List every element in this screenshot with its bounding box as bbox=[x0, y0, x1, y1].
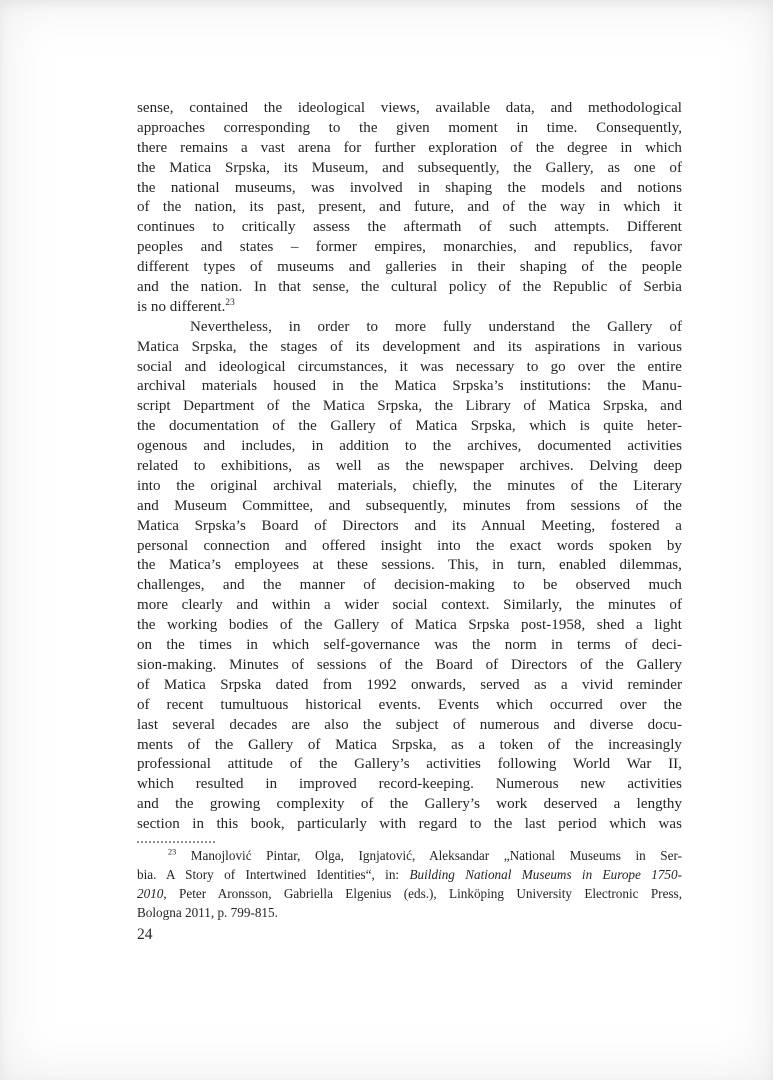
text-line: Nevertheless, in order to more fully understand the Gallery of bbox=[190, 318, 682, 335]
text-line: script Department of the Matica Srpska, the Library of Matica Srpska, and bbox=[137, 398, 682, 415]
footnote-23 bbox=[137, 847, 682, 923]
text-line: social and ideological circumstances, it was necessary to go over the entire bbox=[137, 358, 682, 375]
text-line: sense, contained the ideological views, available data, and methodological bbox=[137, 100, 682, 116]
text-line: $^{23}$ Manojlović Pintar, Olga, Ignjatović, Aleksandar „National Museums in Ser- bbox=[168, 847, 682, 863]
text-line: different types of museums and galleries in their shaping of the people bbox=[137, 259, 682, 276]
body-text bbox=[137, 99, 682, 835]
text-line: there remains a vast arena for further exploration of the degree in which bbox=[137, 139, 682, 156]
text-line: of Matica Srpska dated from 1992 onwards, served as a vivid reminder bbox=[137, 676, 682, 693]
text-line: last several decades are also the subject of numerous and diverse docu- bbox=[137, 716, 682, 733]
text-line: sion-making. Minutes of sessions of the Board of Directors of the Gallery bbox=[137, 656, 682, 673]
text-line: peoples and states – former empires, monarchies, and republics, favor bbox=[137, 239, 682, 256]
text-line: ogenous and includes, in addition to the archives, documented activities bbox=[137, 438, 682, 455]
text-line: more clearly and within a wider social context. Similarly, the minutes of bbox=[137, 597, 682, 614]
text-line: and the nation. In that sense, the cultural policy of the Republic of Serbia bbox=[137, 279, 682, 296]
text-line: the Matica Srpska, its Museum, and subsequently, the Gallery, as one of bbox=[137, 159, 682, 176]
text-line: into the original archival materials, chiefly, the minutes of the Literary bbox=[137, 477, 682, 494]
text-line: which resulted in improved record-keeping. Numerous new activities bbox=[137, 776, 682, 793]
paragraph-nevertheless bbox=[137, 318, 682, 835]
text-line: the documentation of the Gallery of Matica Srpska, which is quite heter- bbox=[137, 418, 682, 435]
text-line: ments of the Gallery of Matica Srpska, as a token of the increasingly bbox=[137, 736, 682, 753]
text-line: challenges, and the manner of decision-making to be observed much bbox=[137, 577, 682, 594]
text-line: the national museums, was involved in shaping the models and notions bbox=[137, 179, 682, 196]
text-line: of recent tumultuous historical events. Events which occurred over the bbox=[137, 696, 682, 713]
text-line: continues to critically assess the aftermath of such attempts. Different bbox=[137, 219, 682, 236]
page-number: 24 bbox=[137, 926, 153, 943]
text-line: related to exhibitions, as well as the newspaper archives. Delving deep bbox=[137, 458, 682, 475]
text-line: Matica Srpska, the stages of its development and its aspirations in various bbox=[137, 338, 682, 355]
text-line: professional attitude of the Gallery’s activities following World War II, bbox=[137, 756, 682, 773]
text-line: Bologna 2011, p. 799-815. bbox=[137, 904, 278, 920]
text-line: 2010, Peter Aronsson, Gabriella Elgenius (eds.), Linköping University Electronic Press, bbox=[137, 885, 682, 901]
text-line: of the nation, its past, present, and future, and of the way in which it bbox=[137, 199, 682, 216]
text-line: and Museum Committee, and subsequently, minutes from sessions of the bbox=[137, 497, 682, 514]
footnote-separator bbox=[137, 841, 215, 843]
text-line: personal connection and offered insight into the exact words spoken by bbox=[137, 537, 682, 554]
text-line: and the growing complexity of the Gallery’s work deserved a lengthy bbox=[137, 796, 682, 813]
text-line: the working bodies of the Gallery of Matica Srpska post-1958, shed a light bbox=[137, 617, 682, 634]
paragraph-continuation bbox=[137, 99, 682, 318]
text-line: is no different.$^{23}$ bbox=[137, 297, 235, 315]
text-line: Matica Srpska’s Board of Directors and its Annual Meeting, fostered a bbox=[137, 517, 682, 534]
text-line: bia. A Story of Intertwined Identities“, in: Building National Museums in Europe 1750- bbox=[137, 866, 682, 882]
text-line: on the times in which self-governance was the norm in terms of deci- bbox=[137, 637, 682, 654]
text-line: section in this book, particularly with regard to the last period which was bbox=[137, 816, 682, 833]
text-line: archival materials housed in the Matica Srpska’s institutions: the Manu- bbox=[137, 378, 682, 395]
text-line: the Matica’s employees at these sessions. This, in turn, enabled dilemmas, bbox=[137, 557, 682, 574]
text-line: approaches corresponding to the given moment in time. Consequently, bbox=[137, 119, 682, 136]
